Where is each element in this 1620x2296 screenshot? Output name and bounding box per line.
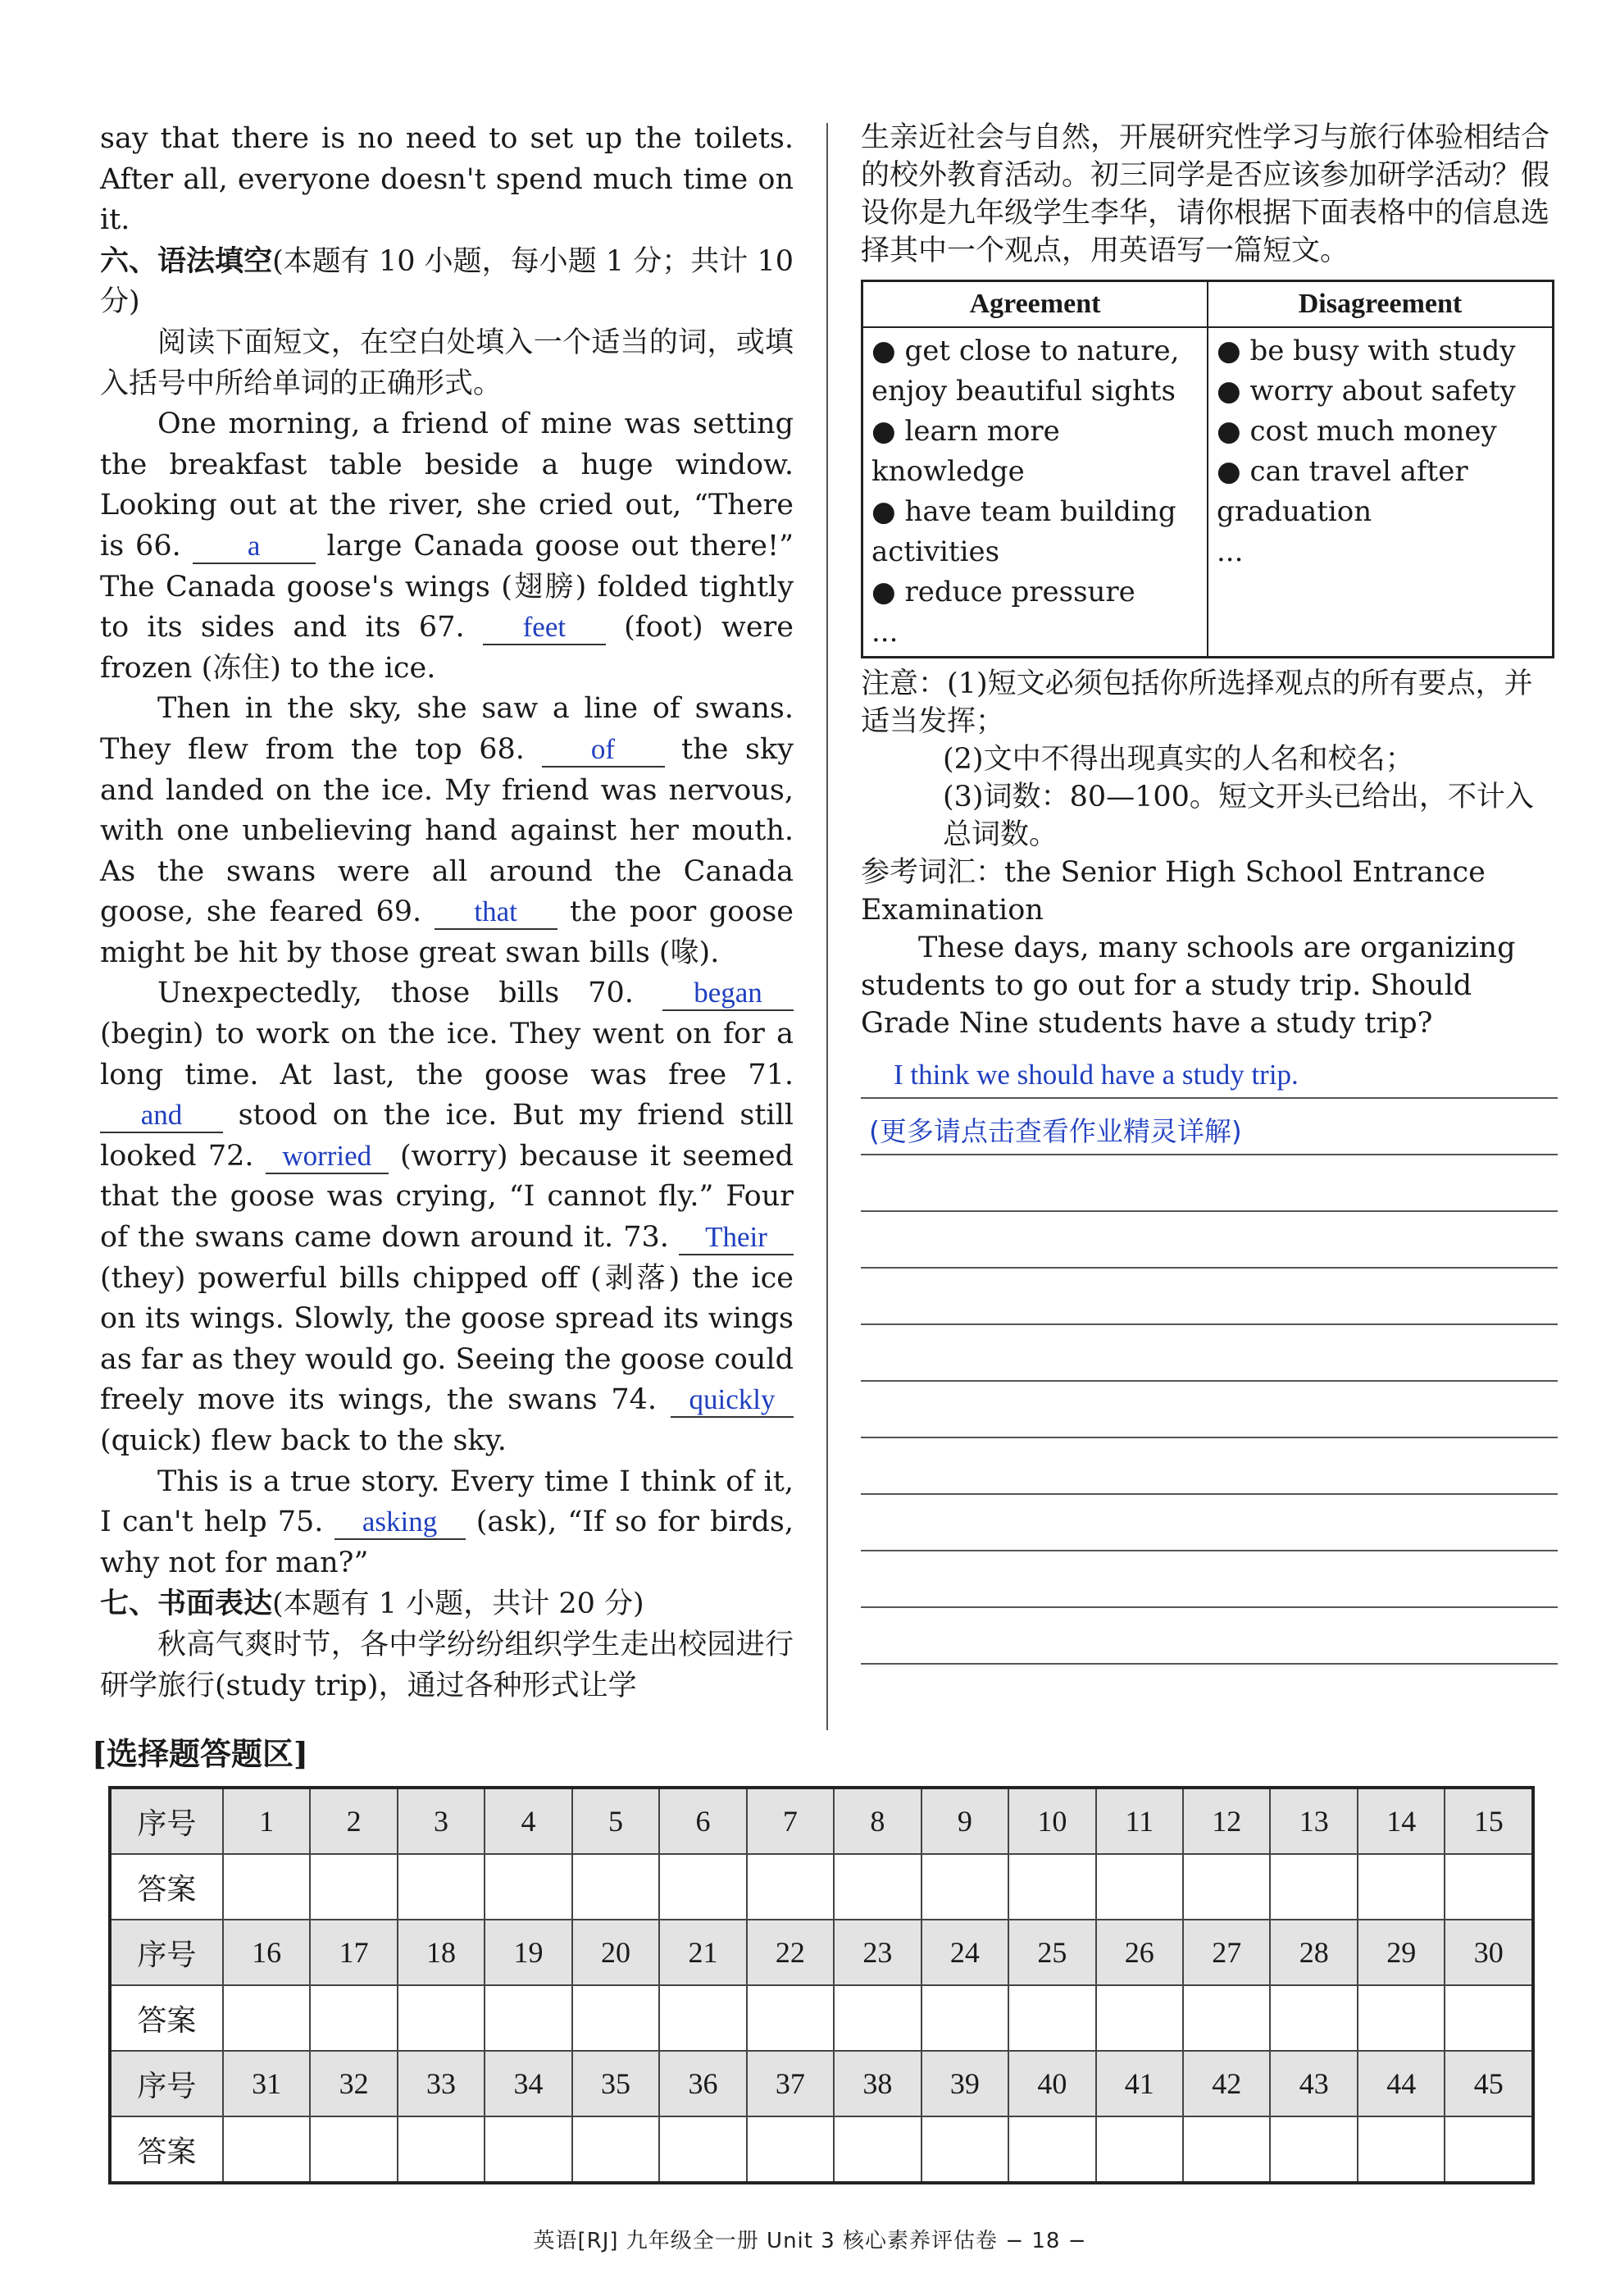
question-number: 21 bbox=[659, 1920, 746, 1985]
answer-cell[interactable] bbox=[485, 1985, 571, 2051]
question-number: 43 bbox=[1270, 2051, 1357, 2116]
answer-cell[interactable] bbox=[1096, 2116, 1183, 2183]
question-number: 39 bbox=[921, 2051, 1008, 2116]
answer-cell[interactable] bbox=[398, 1985, 485, 2051]
question-number: 2 bbox=[310, 1788, 397, 1854]
right-column bbox=[861, 119, 1558, 1665]
writing-line[interactable] bbox=[861, 1608, 1558, 1665]
passage-text: Unexpectedly, those bills 70. bbox=[157, 977, 634, 1010]
page-footer: 英语[RJ] 九年级全一册 Unit 3 核心素养评估卷 − 18 − bbox=[533, 2229, 1087, 2253]
passage-paragraph-4 bbox=[100, 1462, 794, 1584]
answer-cell[interactable] bbox=[1183, 2116, 1270, 2183]
disagree-item: ● can travel after graduation bbox=[1217, 455, 1468, 528]
question-number: 34 bbox=[485, 2051, 571, 2116]
writing-line[interactable] bbox=[861, 1382, 1558, 1438]
answer-cell[interactable] bbox=[572, 2116, 659, 2183]
question-number: 5 bbox=[572, 1788, 659, 1854]
question-number: 31 bbox=[223, 2051, 310, 2116]
question-number: 6 bbox=[659, 1788, 746, 1854]
disagree-ellipsis: ... bbox=[1217, 535, 1244, 568]
note-3: (3)词数：80—100。短文开头已给出，不计入总词数。 bbox=[943, 781, 1534, 851]
question-number: 17 bbox=[310, 1920, 397, 1985]
section6-heading bbox=[100, 241, 794, 323]
passage-text: (quick) flew back to the sky. bbox=[100, 1424, 507, 1457]
answer-blank-72[interactable]: worried bbox=[266, 1140, 389, 1174]
answer-blank-66[interactable]: a bbox=[193, 530, 316, 564]
answer-cell[interactable] bbox=[1183, 1854, 1270, 1920]
question-number: 36 bbox=[659, 2051, 746, 2116]
essay-opening: These days, many schools are organizing students to go out for a study trip. Should Grade Nine students have a study trip? bbox=[861, 932, 1516, 1040]
answer-cell[interactable] bbox=[747, 1985, 834, 2051]
answer-cell[interactable] bbox=[572, 1854, 659, 1920]
passage-text: the poor goose might be hit by those great swan bills (喙). bbox=[100, 895, 794, 969]
answer-cell[interactable] bbox=[921, 1854, 1008, 1920]
answer-blank-73[interactable]: Their bbox=[679, 1221, 794, 1255]
question-number: 35 bbox=[572, 2051, 659, 2116]
writing-line[interactable] bbox=[861, 1155, 1558, 1212]
question-number: 15 bbox=[1445, 1788, 1533, 1854]
answer-cell[interactable] bbox=[921, 1985, 1008, 2051]
writing-line[interactable] bbox=[861, 1495, 1558, 1551]
question-number: 4 bbox=[485, 1788, 571, 1854]
answer-cell[interactable] bbox=[1096, 1854, 1183, 1920]
answer-cell[interactable] bbox=[659, 1854, 746, 1920]
disagree-item: ● cost much money bbox=[1217, 415, 1497, 448]
answer-blank-75[interactable]: asking bbox=[334, 1506, 466, 1540]
column-divider bbox=[826, 123, 828, 1730]
answer-cell[interactable] bbox=[310, 1985, 397, 2051]
question-number: 29 bbox=[1358, 1920, 1445, 1985]
answer-cell[interactable] bbox=[1270, 2116, 1357, 2183]
passage-text: (begin) to work on the ice. They went on for a long time. At last, the goose was free 71. bbox=[100, 1018, 794, 1091]
question-number: 41 bbox=[1096, 2051, 1183, 2116]
section7-prompt: 秋高气爽时节，各中学纷纷组织学生走出校园进行研学旅行(study trip)，通过各种形式让学 bbox=[100, 1628, 794, 1702]
question-number: 19 bbox=[485, 1920, 571, 1985]
answer-cell[interactable] bbox=[747, 1854, 834, 1920]
passage-text: large Canada goose out there!” The Canada goose's wings (翅膀) folded tightly to its sides and its 67. bbox=[100, 529, 794, 645]
answer-cell[interactable] bbox=[1183, 1985, 1270, 2051]
number-label: 序号 bbox=[110, 1788, 223, 1854]
answer-cell[interactable] bbox=[659, 1985, 746, 2051]
answer-cell[interactable] bbox=[398, 1854, 485, 1920]
note-1: 注意：(1)短文必须包括你所选择观点的所有要点，并适当发挥； bbox=[861, 667, 1533, 738]
more-details-link[interactable]: (更多请点击查看作业精灵详解) bbox=[869, 1115, 1242, 1147]
answer-blank-70[interactable]: began bbox=[662, 977, 794, 1011]
question-number: 22 bbox=[747, 1920, 834, 1985]
question-number: 9 bbox=[921, 1788, 1008, 1854]
disagreement-cell bbox=[1208, 327, 1554, 658]
answer-cell[interactable] bbox=[1270, 1985, 1357, 2051]
note-2: (2)文中不得出现真实的人名和校名； bbox=[943, 743, 1414, 776]
agree-item: ● get close to nature, enjoy beautiful sights bbox=[871, 335, 1180, 408]
answer-cell[interactable] bbox=[834, 1854, 921, 1920]
section6-instruction: 阅读下面短文，在空白处填入一个适当的词，或填入括号中所给单词的正确形式。 bbox=[100, 326, 794, 400]
question-number: 7 bbox=[747, 1788, 834, 1854]
question-number: 23 bbox=[834, 1920, 921, 1985]
section7-score: (本题有 1 小题，共计 20 分) bbox=[272, 1588, 644, 1621]
passage-text: This is a true story. Every time I think of it, I can't help 75. bbox=[100, 1465, 794, 1539]
section7-prompt-continued: 生亲近社会与自然，开展研究性学习与旅行体验相结合的校外教育活动。初三同学是否应该参加研学活动？假设你是九年级学生李华，请你根据下面表格中的信息选择其中一个观点，用英语写一篇短文。 bbox=[861, 121, 1550, 267]
passage-text: (foot) were frozen (冻住) to the ice. bbox=[100, 611, 794, 685]
agreement-header: Agreement bbox=[862, 281, 1208, 328]
section6-score: (本题有 10 小题，每小题 1 分；共计 10 分) bbox=[100, 244, 794, 319]
question-number: 42 bbox=[1183, 2051, 1270, 2116]
answer-label: 答案 bbox=[110, 1985, 223, 2051]
answer-grid bbox=[108, 1786, 1535, 2184]
passage-paragraph-2 bbox=[100, 689, 794, 973]
answer-cell[interactable] bbox=[485, 2116, 571, 2183]
answer-cell[interactable] bbox=[223, 1985, 310, 2051]
question-number: 38 bbox=[834, 2051, 921, 2116]
answer-cell[interactable] bbox=[1008, 1854, 1095, 1920]
passage-text: (worry) because it seemed that the goose was crying, “I cannot fly.” Four of the swans came down around it. 73. bbox=[100, 1139, 794, 1255]
agree-item: ● reduce pressure bbox=[871, 576, 1135, 608]
answer-cell[interactable] bbox=[1358, 1985, 1445, 2051]
question-number: 1 bbox=[223, 1788, 310, 1854]
writing-line[interactable] bbox=[861, 1438, 1558, 1495]
answer-cell[interactable] bbox=[659, 2116, 746, 2183]
left-column bbox=[100, 119, 794, 1706]
answer-cell[interactable] bbox=[223, 2116, 310, 2183]
question-number: 28 bbox=[1270, 1920, 1357, 1985]
writing-line[interactable] bbox=[861, 1269, 1558, 1325]
question-number: 20 bbox=[572, 1920, 659, 1985]
agreement-cell bbox=[862, 327, 1208, 658]
question-number: 37 bbox=[747, 2051, 834, 2116]
answer-cell[interactable] bbox=[1445, 1985, 1533, 2051]
writing-area[interactable] bbox=[861, 1042, 1558, 1665]
passage-paragraph-1 bbox=[100, 404, 794, 689]
agree-item: ● have team building activities bbox=[871, 495, 1176, 568]
question-number: 10 bbox=[1008, 1788, 1095, 1854]
question-number: 18 bbox=[398, 1920, 485, 1985]
question-number: 26 bbox=[1096, 1920, 1183, 1985]
question-number: 24 bbox=[921, 1920, 1008, 1985]
answer-cell[interactable] bbox=[1358, 1854, 1445, 1920]
answer-cell[interactable] bbox=[310, 1854, 397, 1920]
passage-text: the sky and landed on the ice. My friend was nervous, with one unbelieving hand against her mouth. As the swans were all around the Canada goose, she feared 69. bbox=[100, 732, 794, 929]
opinion-table bbox=[861, 280, 1554, 658]
answer-cell[interactable] bbox=[1008, 2116, 1095, 2183]
answer-cell[interactable] bbox=[485, 1854, 571, 1920]
writing-line[interactable] bbox=[861, 1325, 1558, 1382]
question-number: 44 bbox=[1358, 2051, 1445, 2116]
question-number: 25 bbox=[1008, 1920, 1095, 1985]
agree-item: ● learn more knowledge bbox=[871, 415, 1060, 488]
passage-text: (they) powerful bills chipped off (剥落) the ice on its wings. Slowly, the goose spread its wings as far as they would go. Seeing the goose could freely move its wings, the swans 74. bbox=[100, 1261, 794, 1417]
question-number: 3 bbox=[398, 1788, 485, 1854]
question-number: 13 bbox=[1270, 1788, 1357, 1854]
question-number: 45 bbox=[1445, 2051, 1533, 2116]
agree-ellipsis: ... bbox=[871, 616, 899, 649]
question-number: 14 bbox=[1358, 1788, 1445, 1854]
question-number: 8 bbox=[834, 1788, 921, 1854]
writing-notes bbox=[861, 665, 1558, 929]
answer-cell[interactable] bbox=[572, 1985, 659, 2051]
answer-blank-74[interactable]: quickly bbox=[671, 1383, 794, 1418]
passage-paragraph-3 bbox=[100, 973, 794, 1461]
reference-vocab: 参考词汇：the Senior High School Entrance Examination bbox=[861, 856, 1486, 927]
passage-text: stood on the ice. But my friend still looked 72. bbox=[100, 1099, 794, 1173]
disagreement-header: Disagreement bbox=[1208, 281, 1554, 328]
answer-cell[interactable] bbox=[834, 1985, 921, 2051]
answer-cell[interactable] bbox=[1445, 2116, 1533, 2183]
section6-title: 六、语法填空 bbox=[100, 244, 273, 278]
question-number: 12 bbox=[1183, 1788, 1270, 1854]
writing-line[interactable] bbox=[861, 1042, 1558, 1099]
passage-text: One morning, a friend of mine was setting the breakfast table beside a huge window. Looking out at the river, she cried out, “There is 66. bbox=[100, 408, 794, 563]
answer-cell[interactable] bbox=[398, 2116, 485, 2183]
answer-cell[interactable] bbox=[223, 1854, 310, 1920]
question-number: 32 bbox=[310, 2051, 397, 2116]
answer-cell[interactable] bbox=[1096, 1985, 1183, 2051]
answer-cell[interactable] bbox=[310, 2116, 397, 2183]
answer-cell[interactable] bbox=[747, 2116, 834, 2183]
question-number: 30 bbox=[1445, 1920, 1533, 1985]
answer-blank-67[interactable]: feet bbox=[483, 611, 606, 645]
answer-cell[interactable] bbox=[834, 2116, 921, 2183]
question-number: 40 bbox=[1008, 2051, 1095, 2116]
question-number: 11 bbox=[1096, 1788, 1183, 1854]
writing-line[interactable] bbox=[861, 1099, 1558, 1155]
question-number: 16 bbox=[223, 1920, 310, 1985]
answer-area-title: [选择题答题区] bbox=[92, 1735, 308, 1772]
disagree-item: ● be busy with study bbox=[1217, 335, 1516, 367]
number-label: 序号 bbox=[110, 2051, 223, 2116]
answer-cell[interactable] bbox=[1270, 1854, 1357, 1920]
disagree-item: ● worry about safety bbox=[1217, 375, 1516, 408]
answer-blank-71[interactable]: and bbox=[100, 1099, 223, 1133]
section7-title: 七、书面表达 bbox=[100, 1587, 273, 1621]
passage-text: Then in the sky, she saw a line of swans. They flew from the top 68. bbox=[100, 692, 794, 766]
answer-cell[interactable] bbox=[1358, 2116, 1445, 2183]
answer-cell[interactable] bbox=[921, 2116, 1008, 2183]
intro-text: say that there is no need to set up the toilets. After all, everyone doesn't spend much time on it. bbox=[100, 122, 794, 237]
answer-cell[interactable] bbox=[1008, 1985, 1095, 2051]
section7-heading bbox=[100, 1583, 794, 1625]
answer-label: 答案 bbox=[110, 1854, 223, 1920]
answer-label: 答案 bbox=[110, 2116, 223, 2183]
number-label: 序号 bbox=[110, 1920, 223, 1985]
passage-text: (ask), “If so for birds, why not for man?” bbox=[100, 1506, 794, 1579]
essay-answer: I think we should have a study trip. bbox=[894, 1059, 1299, 1091]
writing-line[interactable] bbox=[861, 1212, 1558, 1269]
answer-cell[interactable] bbox=[1445, 1854, 1533, 1920]
question-number: 33 bbox=[398, 2051, 485, 2116]
answer-blank-68[interactable]: of bbox=[542, 733, 665, 768]
writing-line[interactable] bbox=[861, 1551, 1558, 1608]
question-number: 27 bbox=[1183, 1920, 1270, 1985]
answer-blank-69[interactable]: that bbox=[435, 895, 557, 930]
